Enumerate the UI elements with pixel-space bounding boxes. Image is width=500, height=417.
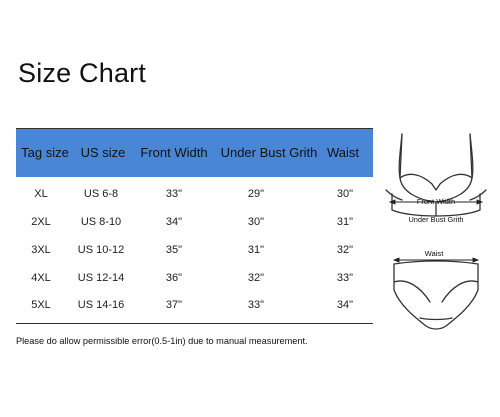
cell-front-width: 34" [165,216,183,228]
front-width-label: Front Width [416,197,456,206]
waist-label: Waist [424,249,444,258]
under-bust-label: Under Bust Grith [408,215,464,224]
cell-tag-size: 2XL [31,216,51,228]
cell-under-bust: 30" [247,216,265,228]
cell-waist: 32" [336,244,354,256]
cell-front-width: 36" [165,272,183,284]
garment-illustration [380,120,492,340]
cell-us-size: US 6-8 [83,188,119,200]
header-under-bust: Under Bust Grith [220,145,318,160]
cell-waist: 33" [336,272,354,284]
header-tag-size: Tag size [21,145,69,160]
cell-under-bust: 32" [247,272,265,284]
header-us-size: US size [80,145,126,160]
cell-front-width: 37" [165,299,183,311]
header-front-width: Front Width [140,145,208,160]
cell-front-width: 33" [165,188,183,200]
cell-under-bust: 31" [247,244,265,256]
size-table [16,128,373,324]
header-waist: Waist [326,145,360,160]
cell-tag-size: XL [34,188,48,200]
cell-tag-size: 5XL [31,299,51,311]
cell-us-size: US 14-16 [77,299,125,311]
cell-us-size: US 8-10 [80,216,122,228]
cell-waist: 31" [336,216,354,228]
panty-illustration [394,261,478,329]
cell-waist: 30" [336,188,354,200]
cell-under-bust: 29" [247,188,265,200]
page-title: Size Chart [18,58,147,88]
measurement-note: Please do allow permissible error(0.5-1in) due to manual measurement. [16,336,308,346]
cell-us-size: US 10-12 [77,244,125,256]
cell-tag-size: 3XL [31,244,51,256]
cell-us-size: US 12-14 [77,272,125,284]
cell-front-width: 35" [165,244,183,256]
cell-tag-size: 4XL [31,272,51,284]
cell-under-bust: 33" [247,299,265,311]
cell-waist: 34" [336,299,354,311]
